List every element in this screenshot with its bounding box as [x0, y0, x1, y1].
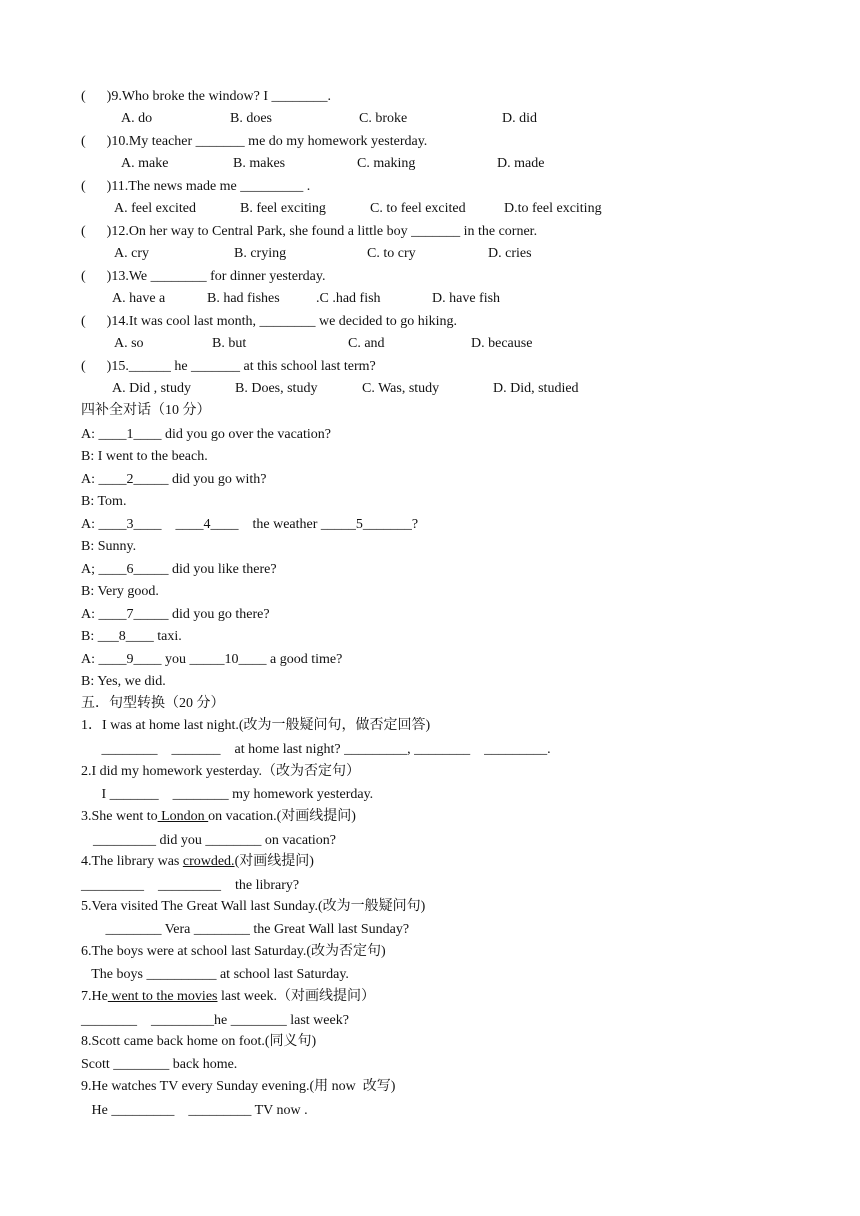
option-a: A. do [121, 111, 153, 126]
option-b: B. Does, study [235, 381, 318, 396]
option-b: B. crying [234, 246, 287, 261]
dialogue-line: A: ____1____ did you go over the vacation? [81, 427, 332, 442]
dialogue-line: B: ___8____ taxi. [81, 629, 182, 644]
option-d: D. have fish [432, 291, 501, 306]
option-c: C. to feel excited [370, 201, 466, 216]
answer-line-7: ________ _________he ________ last week? [81, 1013, 349, 1028]
option-a: A. cry [114, 246, 149, 261]
answer-line-9: He _________ _________ TV now . [81, 1103, 308, 1118]
option-b: B. had fishes [207, 291, 280, 306]
transform-question-4 [81, 854, 314, 870]
transform-question-5: 5.Vera visited The Great Wall last Sunday.(改为一般疑问句) [81, 899, 426, 914]
option-d: D. cries [488, 246, 532, 261]
question-stem: ( )13.We ________ for dinner yesterday. [81, 269, 326, 284]
option-b: B. but [212, 336, 247, 351]
underlined-target: crowded. [182, 854, 235, 869]
option-a: A. make [121, 156, 169, 171]
question-text: 3.She went to [81, 809, 158, 824]
question-instruction: on vacation.(对画线提问) [208, 809, 356, 824]
option-a: A. Did , study [112, 381, 191, 396]
dialogue-line: A: ____2_____ did you go with? [81, 472, 267, 487]
transform-question-9: 9.He watches TV every Sunday evening.(用 now 改写) [81, 1079, 396, 1094]
option-d: D. because [471, 336, 533, 351]
option-b: B. feel exciting [240, 201, 326, 216]
question-instruction: (对画线提问) [234, 854, 314, 869]
option-b: B. does [230, 111, 272, 126]
option-c: .C .had fish [316, 291, 381, 306]
dialogue-line: A: ____7_____ did you go there? [81, 607, 270, 622]
dialogue-line: A; ____6_____ did you like there? [81, 562, 277, 577]
dialogue-line: A: ____9____ you _____10____ a good time? [81, 652, 343, 667]
transform-question-8: 8.Scott came back home on foot.(同义句) [81, 1034, 317, 1049]
answer-line-5: ________ Vera ________ the Great Wall last Sunday? [81, 922, 410, 937]
option-d: D.to feel exciting [504, 201, 602, 216]
dialogue-line: B: I went to the beach. [81, 449, 208, 464]
question-instruction: last week.（对画线提问） [217, 989, 375, 1004]
answer-line-1: ________ _______ at home last night? _________, ________ _________. [91, 742, 551, 757]
option-d: D. made [497, 156, 545, 171]
option-a: A. have a [112, 291, 166, 306]
underlined-target: went to the movies [107, 989, 218, 1004]
option-d: D. Did, studied [493, 381, 579, 396]
question-stem: ( )15.______ he _______ at this school last term? [81, 359, 376, 374]
answer-line-3: _________ did you ________ on vacation? [86, 833, 337, 848]
transform-question-2: 2.I did my homework yesterday.（改为否定句） [81, 764, 361, 779]
answer-line-4: _________ _________ the library? [81, 878, 300, 893]
section-title: 四补全对话（10 分） [81, 403, 211, 418]
transform-question-7 [81, 989, 375, 1005]
option-a: A. so [114, 336, 144, 351]
option-d: D. did [502, 111, 537, 126]
question-text: 7.He [81, 989, 108, 1004]
question-stem: ( )11.The news made me _________ . [81, 179, 311, 194]
dialogue-line: B: Sunny. [81, 539, 137, 554]
question-stem: ( )9.Who broke the window? I ________. [81, 89, 332, 104]
question-stem: ( )14.It was cool last month, ________ we decided to go hiking. [81, 314, 457, 329]
dialogue-line: B: Yes, we did. [81, 674, 166, 689]
option-c: C. to cry [367, 246, 416, 261]
question-text: 4.The library was [81, 854, 183, 869]
option-c: C. Was, study [362, 381, 440, 396]
question-stem: ( )12.On her way to Central Park, she found a little boy _______ in the corner. [81, 224, 538, 239]
dialogue-line: B: Very good. [81, 584, 159, 599]
dialogue-line: A: ____3____ ____4____ the weather _____5_______? [81, 517, 419, 532]
option-a: A. feel excited [114, 201, 197, 216]
dialogue-line: B: Tom. [81, 494, 127, 509]
answer-line-2: I _______ ________ my homework yesterday. [91, 787, 374, 802]
answer-line-8: Scott ________ back home. [81, 1057, 238, 1072]
option-c: C. making [357, 156, 416, 171]
transform-question-1: 1．I was at home last night.(改为一般疑问句，做否定回答) [81, 718, 431, 733]
question-stem: ( )10.My teacher _______ me do my homework yesterday. [81, 134, 428, 149]
option-b: B. makes [233, 156, 286, 171]
option-c: C. broke [359, 111, 408, 126]
transform-question-3 [81, 809, 356, 825]
transform-question-6: 6.The boys were at school last Saturday.(改为否定句) [81, 944, 386, 959]
underlined-target: London [157, 809, 209, 824]
option-c: C. and [348, 336, 385, 351]
section-title: 五．句型转换（20 分） [81, 696, 225, 711]
answer-line-6: The boys __________ at school last Saturday. [81, 967, 349, 982]
